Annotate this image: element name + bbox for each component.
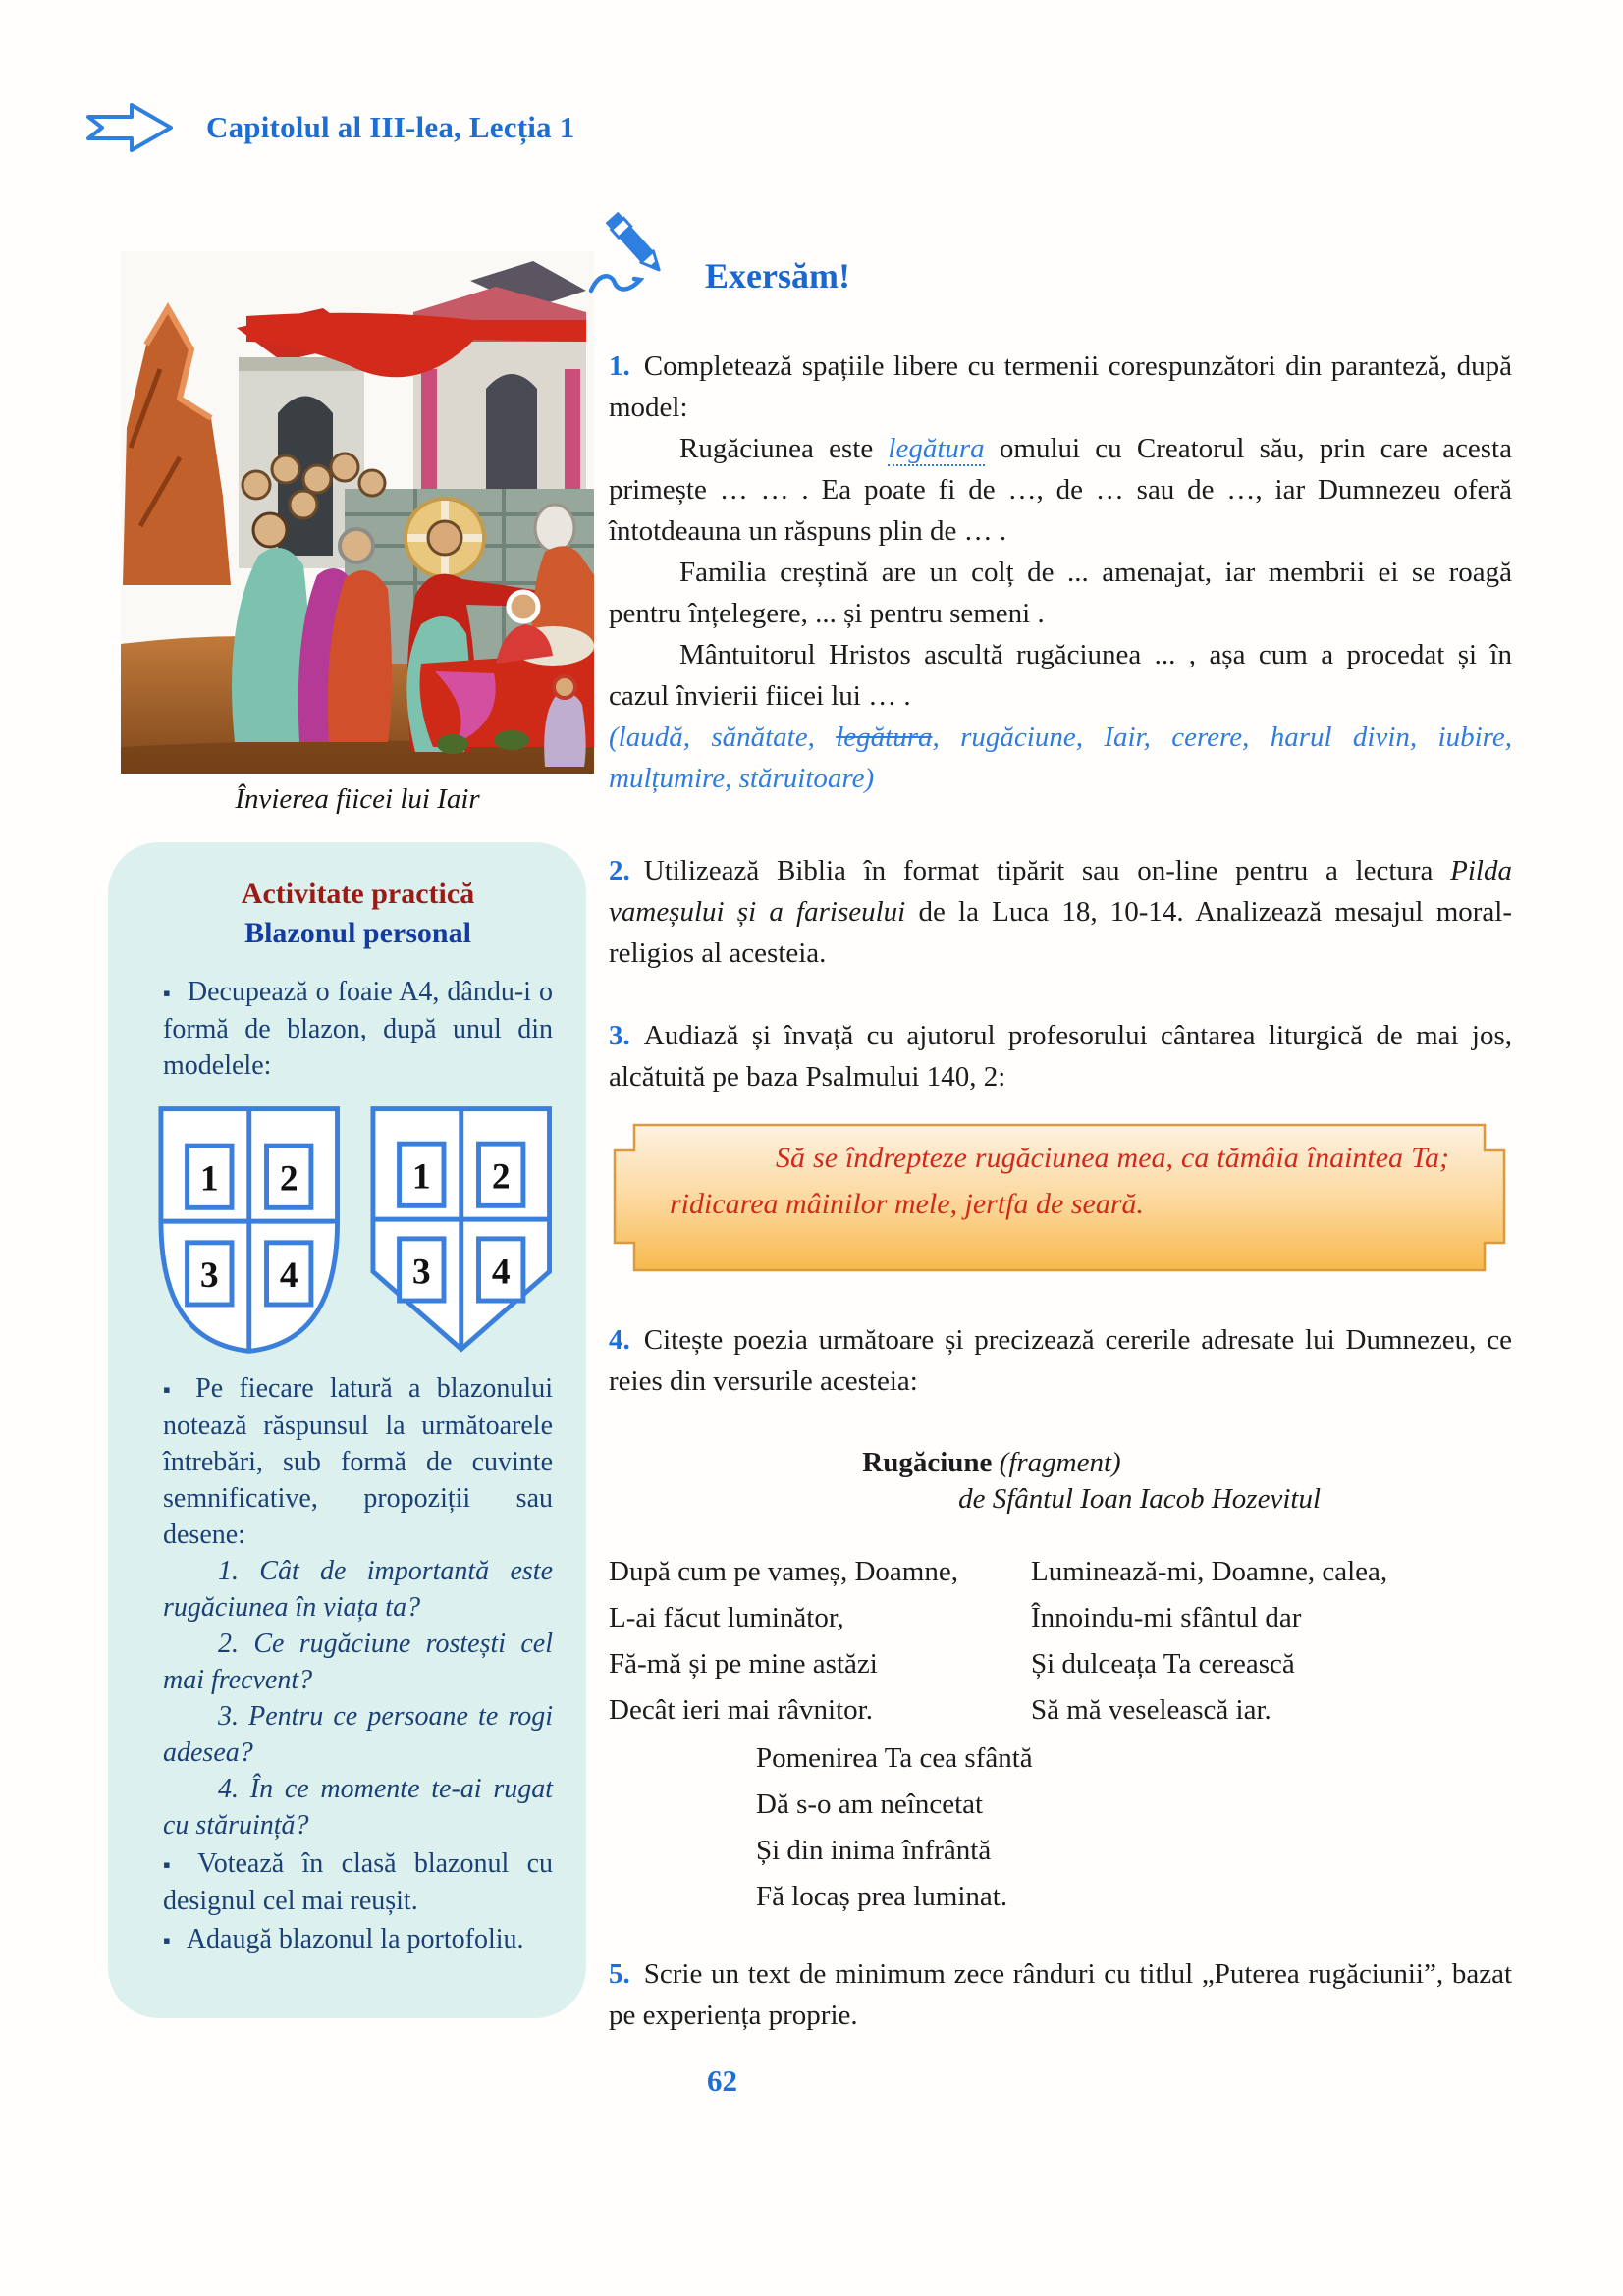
poem-title: Rugăciune [862, 1447, 993, 1478]
poem-column-2 [1031, 1549, 1453, 1734]
chapter-title: Capitolul al III-lea, Lecția 1 [206, 110, 575, 144]
exercise-1-model [609, 428, 1512, 552]
poem-line: L-ai făcut luminător, [609, 1602, 844, 1633]
activity-question-2: 2. Ce rugăciune rostești cel mai frecvent? [163, 1629, 553, 1695]
exercise-1-intro [609, 346, 1512, 428]
psalm-quote-text: Să se îndrepteze rugăciunea mea, ca tămâia înaintea Ta; ridicarea mâinilor mele, jertfa de seară. [670, 1142, 1449, 1220]
figure-caption: Învierea fiicei lui Iair [235, 783, 480, 815]
poem-subtitle: (fragment) [999, 1447, 1121, 1478]
poem-line: Dă s-o am neîncetat [756, 1789, 984, 1820]
poem-line: Luminează-mi, Doamne, calea, [1031, 1556, 1388, 1587]
poem-final-stanza [756, 1735, 1512, 1920]
poem-line: Pomenirea Ta cea sfântă [756, 1742, 1033, 1774]
model-before: Rugăciunea este [679, 433, 889, 464]
square-bullet-icon: ▪ [163, 1852, 183, 1877]
terms-struck-word: legătura [836, 721, 933, 753]
square-bullet-icon: ▪ [163, 1377, 181, 1402]
exercise-3 [609, 1015, 1512, 1097]
poem-line: Fă-mă și pe mine astăzi [609, 1648, 878, 1680]
model-after: omului cu Creatorul său, prin care acesta primește … … . Ea poate fi de …, de … sau de …, iar Dumnezeu oferă întotdeauna un răspuns plin de … . [609, 433, 1512, 547]
shield-quadrant-number: 4 [279, 1255, 298, 1297]
exercise-4-text: Citește poezia următoare și precizează cererile adresate lui Dumnezeu, ce reies din versurile acesteia: [609, 1324, 1512, 1397]
poem-line: După cum pe vameș, Doamne, [609, 1556, 958, 1587]
exercise-2-number: 2. [609, 855, 630, 886]
poem-title-line [609, 1447, 1375, 1479]
activity-question-4: 4. În ce momente te-ai rugat cu stăruință? [163, 1774, 553, 1841]
shield-quadrant-number: 2 [491, 1156, 511, 1198]
terms-after: , rugăciune, Iair, cerere, harul divin, iubire, mulțumire, stăruitoare) [609, 721, 1512, 794]
exercise-5 [609, 1953, 1512, 2036]
parable-title: Pilda vameșului și a fariseului [609, 855, 1512, 928]
section-header [585, 208, 1512, 302]
forward-arrow-icon [81, 102, 179, 153]
section-title: Exersăm! [705, 256, 850, 295]
exercise-2-after: de la Luca 18, 10-14. Analizează mesajul moral-religios al acesteia. [609, 896, 1512, 969]
activity-step-4 [163, 1921, 553, 1958]
pencil-icon [585, 208, 687, 302]
poem-line: Înnoindu-mi sfântul dar [1031, 1602, 1302, 1633]
activity-step-1 [163, 974, 553, 1084]
exercises-column [609, 0, 1512, 2099]
exercise-1-intro-text: Completează spațiile libere cu termenii corespunzători din paranteză, după model: [609, 350, 1512, 423]
poem-byline: de Sfântul Ioan Iacob Hozevitul [958, 1483, 1321, 1515]
exercise-4-number: 4. [609, 1324, 630, 1356]
exercise-1-term-list [609, 717, 1512, 799]
shield-quadrant-number: 1 [199, 1158, 219, 1200]
activity-step-2-text: Pe fiecare latură a blazonului notează răspunsul la următoarele întrebări, sub formă de cuvinte semnificative, propoziții sau desene: [163, 1373, 553, 1550]
activity-title: Blazonul personal [244, 917, 471, 949]
poem-line: Și dulceața Ta cerească [1031, 1648, 1295, 1680]
activity-question-1: 1. Cât de importantă este rugăciunea în viața ta? [163, 1556, 553, 1623]
activity-step-1-text: Decupează o foaie A4, dându-i o formă de blazon, după unul din modelele: [163, 977, 553, 1081]
poem-column-1 [609, 1549, 1031, 1734]
activity-step-3 [163, 1845, 553, 1919]
shield-round-bottom-icon [157, 1103, 342, 1357]
poem-line: Să mă veselească iar. [1031, 1694, 1271, 1726]
activity-step-2 [163, 1370, 553, 1553]
square-bullet-icon: ▪ [163, 1928, 171, 1952]
exercise-5-text: Scrie un text de minimum zece rânduri cu titlul „Puterea rugăciunii”, bazat pe experiența proprie. [609, 1958, 1512, 2031]
square-bullet-icon: ▪ [163, 981, 172, 1005]
exercise-2-before: Utilizează Biblia în format tipărit sau on-line pentru a lectura [643, 855, 1451, 886]
shield-quadrant-number: 3 [411, 1252, 431, 1293]
activity-step-4-text: Adaugă blazonul la portofoliu. [186, 1924, 524, 1954]
activity-kicker: Activitate practică [241, 878, 475, 910]
shield-pointed-bottom-icon [369, 1103, 554, 1357]
activity-step-3-text: Votează în clasă blazonul cu designul cel mai reușit. [163, 1848, 553, 1916]
exercise-1-paragraph-3: Mântuitorul Hristos ascultă rugăciunea ... , așa cum a procedat și în cazul învierii fiicei lui … . [609, 639, 1512, 712]
poem-line: Decât ieri mai râvnitor. [609, 1694, 873, 1726]
exercise-5-number: 5. [609, 1958, 630, 1990]
shield-quadrant-number: 4 [491, 1252, 511, 1293]
shield-quadrant-number: 3 [199, 1255, 219, 1297]
blazon-models [157, 1103, 553, 1357]
chapter-header [81, 102, 574, 153]
exercise-1-paragraph-2: Familia creștină are un colț de ... amenajat, iar membrii ei se roagă pentru înțelegere, ... și pentru semeni . [609, 557, 1512, 629]
model-answer-word: legătura [888, 433, 985, 464]
exercise-2 [609, 850, 1512, 974]
terms-before: (laudă, sănătate, [609, 721, 837, 753]
poem-line: Fă locaș prea luminat. [756, 1881, 1008, 1912]
psalm-quote-box [613, 1123, 1506, 1272]
page-number: 62 [707, 2063, 737, 2098]
icon-painting-raising-of-jairus-daughter [121, 251, 594, 774]
shield-quadrant-number: 1 [411, 1156, 431, 1198]
exercise-1-number: 1. [609, 350, 630, 382]
exercise-3-text: Audiază și învață cu ajutorul profesorului cântarea liturgică de mai jos, alcătuită pe baza Psalmului 140, 2: [609, 1020, 1512, 1093]
exercise-4 [609, 1319, 1512, 1402]
shield-quadrant-number: 2 [279, 1158, 298, 1200]
practical-activity-box [108, 842, 586, 2018]
poem-columns [609, 1549, 1512, 1734]
activity-question-3: 3. Pentru ce persoane te rogi adesea? [163, 1701, 553, 1768]
poem-line: Și din inima înfrântă [756, 1835, 992, 1866]
exercise-3-number: 3. [609, 1020, 630, 1051]
